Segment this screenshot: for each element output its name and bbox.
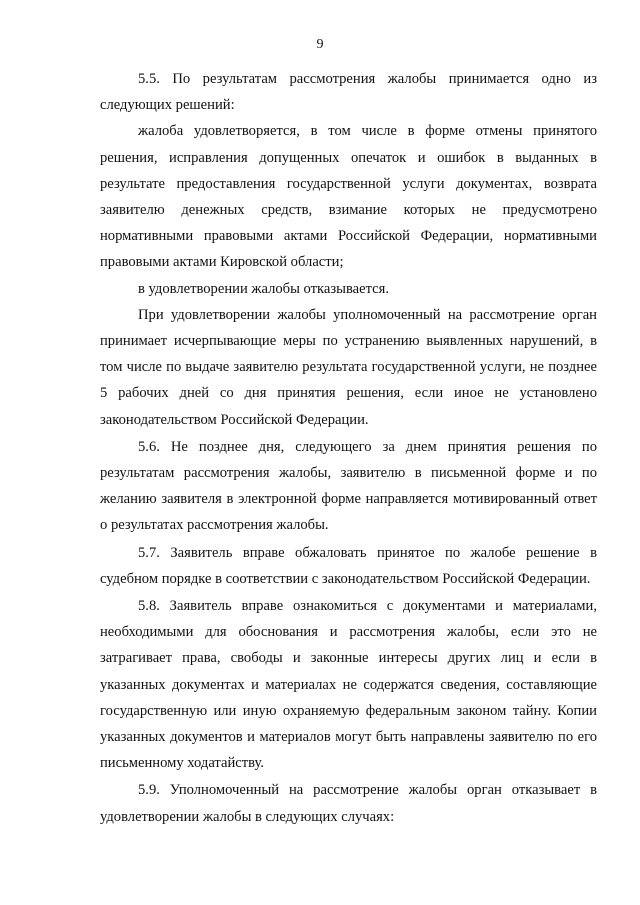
- paragraph-5-8: 5.8. Заявитель вправе ознакомиться с документами и материалами, необходимыми для обоснования и рассмотрения жалобы, если это не затрагивает права, свободы и законные интересы других лиц и если в указанных документах и материалах не содержатся сведения, составляющие государственную или иную охраняемую федеральным законом тайну. Копии указанных документов и материалов могут быть направлены заявителю по его письменному ходатайству.: [100, 598, 597, 772]
- paragraph-5-9: 5.9. Уполномоченный на рассмотрение жалобы орган отказывает в удовлетворении жалобы в следующих случаях:: [100, 782, 597, 825]
- paragraph-5-5: 5.5. По результатам рассмотрения жалобы принимается одно из следующих решений:: [100, 71, 597, 114]
- paragraph-5-7: 5.7. Заявитель вправе обжаловать принятое по жалобе решение в судебном порядке в соответствии с законодательством Российской Федерации.: [100, 544, 597, 587]
- paragraph-remedy-measures: При удовлетворении жалобы уполномоченный на рассмотрение орган принимает исчерпывающие меры по устранению выявленных нарушений, в том числе по выдаче заявителю результата государственной услуги, не позднее 5 рабочих дней со дня принятия решения, если иное не установлено законодательством Российской Федерации.: [100, 306, 597, 428]
- paragraph-5-6: 5.6. Не позднее дня, следующего за днем принятия решения по результатам рассмотрения жалобы, заявителю в письменной форме и по желанию заявителя в электронной форме направляется мотивированный ответ о результатах рассмотрения жалобы.: [100, 438, 597, 534]
- page-number: 9: [316, 37, 324, 52]
- paragraph-decision-refused: в удовлетворении жалобы отказывается.: [138, 280, 390, 297]
- document-body: [100, 66, 597, 830]
- paragraph-decision-satisfied: жалоба удовлетворяется, в том числе в форме отмены принятого решения, исправления допущенных опечаток и ошибок в выданных в результате предоставления государственной услуги документах, возврата заявителю денежных средств, взимание которых не предусмотрено нормативными правовыми актами Российской Федерации, нормативными правовыми актами Кировской области;: [100, 123, 597, 271]
